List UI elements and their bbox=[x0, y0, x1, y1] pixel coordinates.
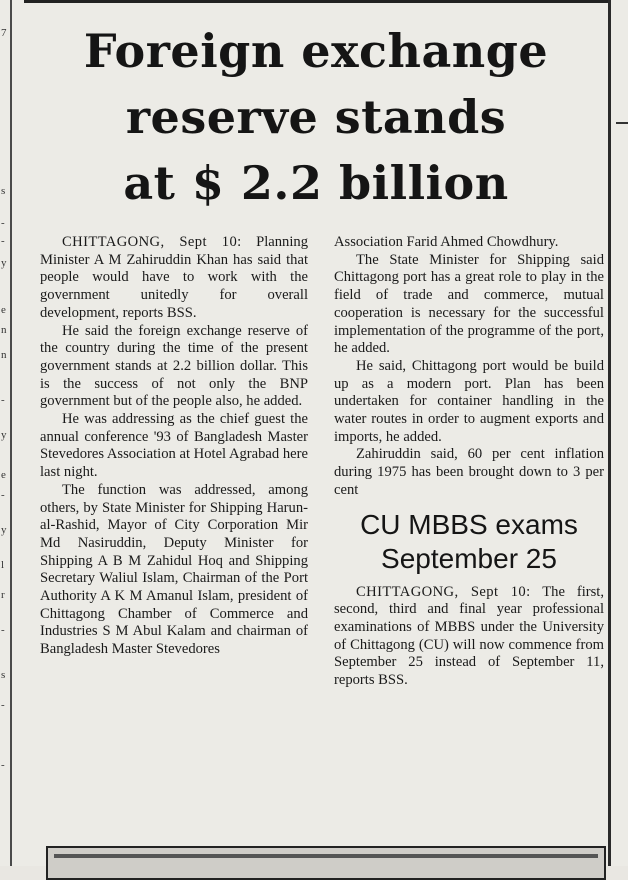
paragraph-2: He said the foreign exchange reserve of the country during the time of the present government stands at 2.2 billion dollar. This is the success of not only the BNP government but of the people also, he added. bbox=[40, 322, 308, 410]
sub-article-headline bbox=[334, 508, 604, 576]
paragraph-4-continued: Association Farid Ahmed Chowdhury. bbox=[334, 234, 559, 250]
sub-article-dateline: CHITTAGONG, Sept 10: bbox=[356, 583, 531, 600]
column-rule bbox=[10, 0, 12, 866]
adjacent-text-fragment: - bbox=[1, 699, 5, 711]
article-column-right bbox=[334, 234, 604, 690]
adjacent-text-fragment: - bbox=[1, 217, 5, 229]
paragraph-6: He said, Chittagong port would be build up as a modern port. Plan has been undertaken for container handling in the water routes in order to augment exports and imports, he added. bbox=[334, 357, 604, 445]
sub-headline-line-2: September 25 bbox=[381, 542, 557, 574]
adjacent-column-edge bbox=[0, 0, 24, 866]
article-headline bbox=[24, 18, 608, 216]
frame-right-rule bbox=[608, 0, 611, 866]
paragraph-4: The function was addressed, among others, by State Minister for Shipping Harun-al-Rashid, Mayor of City Corporation Mir Md Nasiruddin, Deputy Minister for Shipping A B M Zahidul Hoq and Shipping Secretary Waliul Islam, Chairman of the Port Authority A K M Amanul Islam, president of Chittagong Chamber of Commerce and Industries S M Abul Kalam and chairman of Bangladesh Master Stevedores bbox=[40, 481, 308, 658]
adjacent-text-fragment: n bbox=[1, 324, 7, 336]
article-column-left bbox=[40, 234, 308, 659]
right-edge-tick bbox=[616, 122, 628, 124]
adjacent-text-fragment: e bbox=[1, 469, 6, 481]
adjacent-text-fragment: - bbox=[1, 759, 5, 771]
adjacent-text-fragment: s bbox=[1, 669, 6, 681]
paragraph-3: He was addressing as the chief guest the annual conference '93 of Bangladesh Master Stevedores Association at Hotel Agrabad here last night. bbox=[40, 411, 308, 481]
adjacent-text-fragment: e bbox=[1, 304, 6, 316]
adjacent-text-fragment: y bbox=[1, 429, 7, 441]
article-dateline: CHITTAGONG, Sept 10: bbox=[62, 234, 242, 250]
paragraph-1-text: Planning Minister A M Zahiruddin Khan has said that people would have to work with the government unitedly for overall development, reports BSS. bbox=[40, 234, 309, 321]
paragraph-5: The State Minister for Shipping said Chittagong port has a great role to play in the field of trade and commerce, mutual cooperation is necessary for the successful implementation of the programme of the port, he added. bbox=[334, 251, 604, 357]
adjacent-text-fragment: r bbox=[1, 589, 5, 601]
sub-headline-line-1: CU MBBS exams bbox=[360, 508, 578, 540]
adjacent-column-fragments bbox=[0, 0, 10, 866]
next-article-box-edge bbox=[46, 846, 606, 880]
sub-article-text: The first, second, third and final year professional examinations of MBBS under the University of Chittagong (CU) will now commence from September 25 instead of September 11, reports BSS. bbox=[334, 583, 604, 689]
adjacent-text-fragment: s bbox=[1, 185, 6, 197]
adjacent-text-fragment: - bbox=[1, 394, 5, 406]
adjacent-text-fragment: - bbox=[1, 235, 5, 247]
adjacent-text-fragment: - bbox=[1, 624, 5, 636]
sub-article-paragraph bbox=[334, 584, 604, 690]
adjacent-text-fragment: n bbox=[1, 349, 7, 361]
adjacent-text-fragment: 7 bbox=[1, 27, 7, 39]
frame-top-rule bbox=[24, 0, 610, 3]
paragraph-1 bbox=[40, 234, 308, 323]
paragraph-7: Zahiruddin said, 60 per cent inflation during 1975 has been brought down to 3 per cent bbox=[334, 446, 604, 498]
adjacent-text-fragment: y bbox=[1, 257, 7, 269]
adjacent-text-fragment: l bbox=[1, 559, 5, 571]
next-article-box-rule bbox=[54, 854, 598, 858]
headline-line-3: at $ 2.2 billion bbox=[123, 156, 509, 210]
adjacent-text-fragment: y bbox=[1, 524, 7, 536]
headline-line-2: reserve stands bbox=[125, 90, 507, 144]
adjacent-text-fragment: - bbox=[1, 489, 5, 501]
headline-line-1: Foreign exchange bbox=[83, 24, 549, 78]
